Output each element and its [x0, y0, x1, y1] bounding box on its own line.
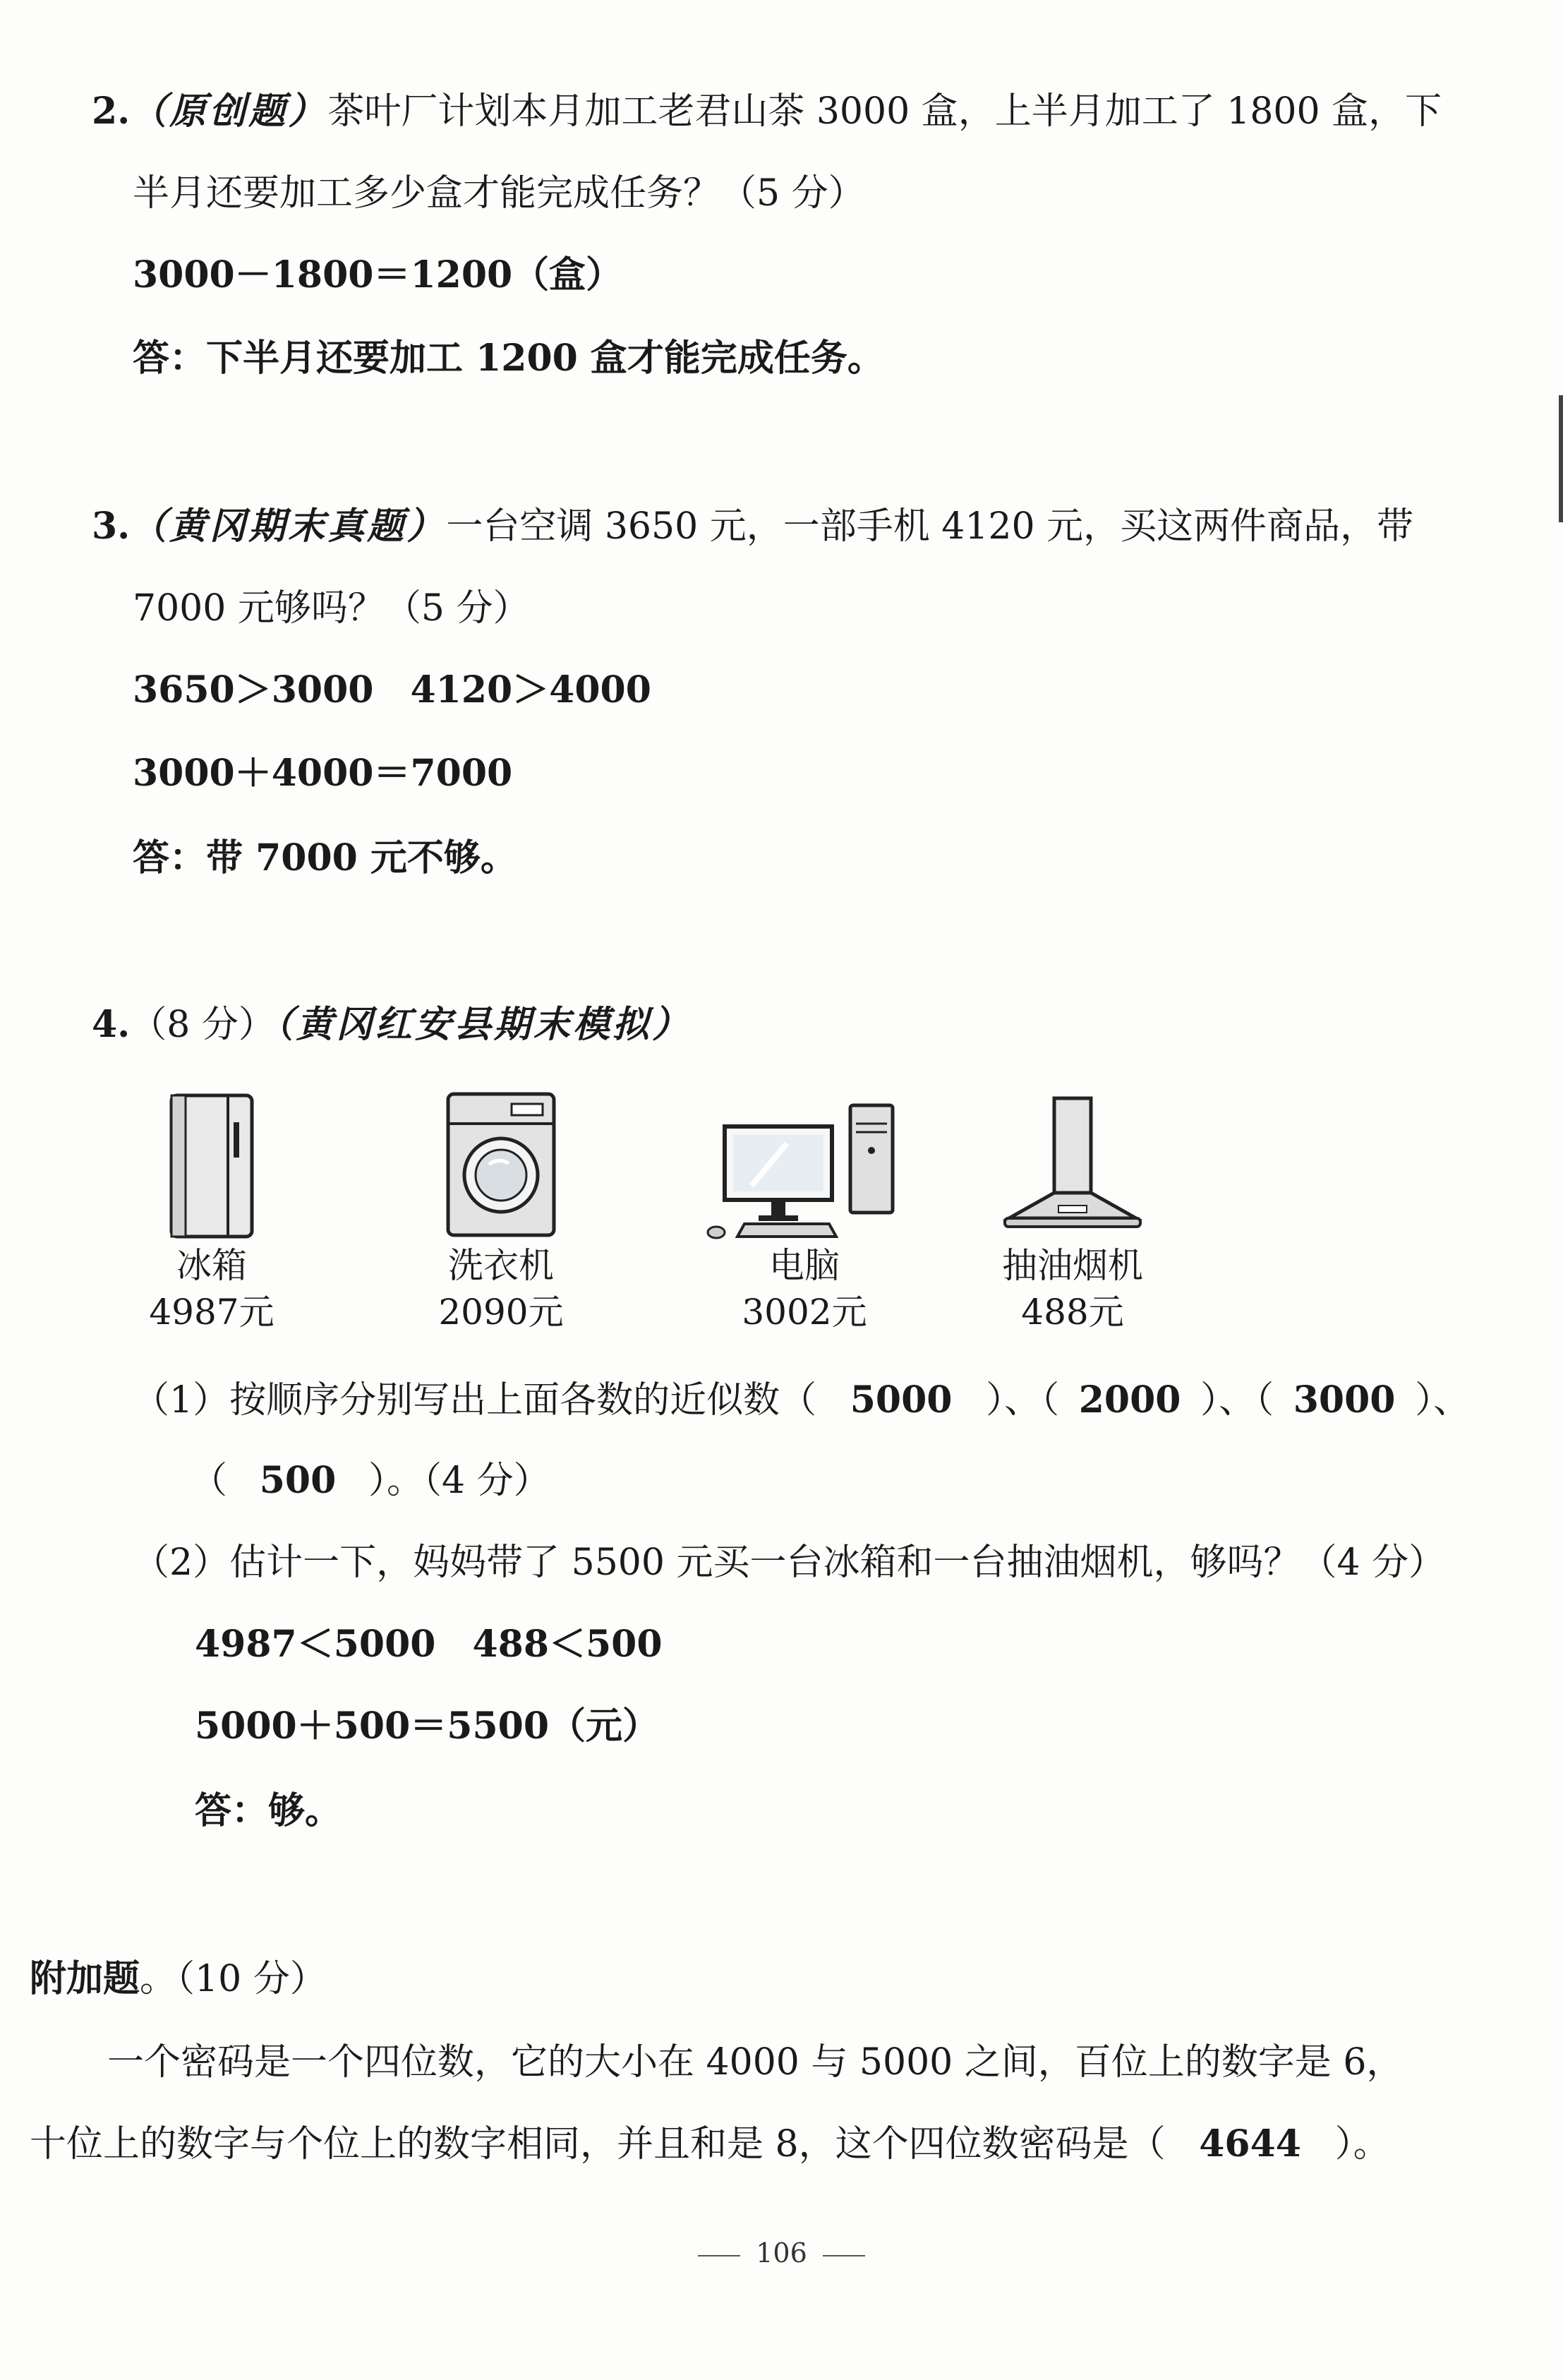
item-computer [699, 1087, 910, 1335]
bonus-answer: 4644 [1199, 2122, 1301, 2165]
q3-tag: （黄冈期末真题） [130, 505, 447, 548]
q2-text-2: 半月还要加工多少盒才能完成任务？（5 分） [133, 172, 865, 215]
item-fridge [134, 1087, 289, 1335]
q4-p1-sep-2: ）、（ [1200, 1379, 1274, 1422]
item-price: 2090元 [438, 1292, 564, 1333]
fridge-icon [159, 1087, 265, 1242]
q4-header [92, 1002, 692, 1047]
q2-line1 [92, 89, 1442, 134]
item-label: 洗衣机 [448, 1245, 554, 1286]
q4-p1-line2 [191, 1458, 550, 1503]
bonus-title: 附加题 [30, 1957, 140, 2000]
item-label: 抽油烟机 [1002, 1245, 1143, 1286]
computer-icon [702, 1087, 907, 1242]
q4-p1-end-1: ）、 [1415, 1379, 1471, 1422]
page-number-dash-right [823, 2255, 865, 2256]
q4-p2-text: （2）估计一下，妈妈带了 5500 元买一台冰箱和一台抽油烟机，够吗？（4 分） [133, 1541, 1446, 1584]
bonus-header [30, 1957, 327, 2002]
bonus-line2 [30, 2122, 1390, 2167]
q2-number: 2. [92, 90, 131, 133]
q4-p1-answer-3: 3000 [1293, 1378, 1396, 1422]
bonus-text-2: 十位上的数字与个位上的数字相同，并且和是 8，这个四位数密码是（ [30, 2123, 1166, 2165]
q4-p1-answer-4: 500 [259, 1459, 337, 1502]
washing-machine-icon [441, 1087, 561, 1242]
q4-number: 4. [92, 1003, 131, 1046]
item-washing-machine [423, 1087, 579, 1335]
page-number-dash-left [698, 2255, 740, 2256]
q3-number: 3. [92, 505, 131, 548]
q3-answer: 答：带 7000 元不够。 [133, 836, 517, 879]
item-label: 冰箱 [176, 1245, 247, 1286]
page-number-text: 106 [756, 2237, 807, 2268]
q4-p2-answer: 答：够。 [195, 1789, 342, 1832]
item-price: 3002元 [742, 1292, 867, 1333]
q2-calc: 3000－1800＝1200（盒） [133, 253, 623, 296]
page-number [0, 2237, 1563, 2268]
item-label: 电脑 [769, 1245, 840, 1286]
q4-p2-calc-1: 4987＜5000 488＜500 [195, 1623, 663, 1666]
q3-calc-2: 3000＋4000＝7000 [133, 752, 513, 795]
item-range-hood [988, 1087, 1157, 1335]
bonus-line1: 一个密码是一个四位数，它的大小在 4000 与 5000 之间，百位上的数字是 6， [107, 2041, 1404, 2084]
bonus-end: ）。 [1334, 2123, 1390, 2165]
q2-text-1: 茶叶厂计划本月加工老君山茶 3000 盒，上半月加工了 1800 盒，下 [327, 90, 1442, 133]
q3-line1 [92, 504, 1413, 549]
q4-p1-sep-1: ）、（ [986, 1379, 1060, 1422]
q3-calc-1: 3650＞3000 4120＞4000 [133, 668, 651, 711]
q4-p1-answer-2: 2000 [1078, 1378, 1181, 1422]
q4-p1-line1 [133, 1378, 1470, 1423]
q4-p2-calc-2: 5000＋500＝5500（元） [195, 1705, 659, 1748]
q2-tag: （原创题） [130, 90, 328, 133]
q4-score: （8 分） [130, 1004, 275, 1046]
q3-text-2: 7000 元够吗？（5 分） [133, 587, 530, 630]
item-price: 4987元 [149, 1292, 274, 1333]
q2-answer: 答：下半月还要加工 1200 盒才能完成任务。 [133, 337, 884, 380]
bonus-score: 。（10 分） [140, 1958, 327, 2000]
item-price: 488元 [1021, 1292, 1124, 1333]
q4-tag: （黄冈红安县期末模拟） [274, 1003, 692, 1046]
range-hood-icon [988, 1087, 1157, 1242]
page-edge-mark [1559, 395, 1563, 522]
q4-p1-end-2: ）。（4 分） [368, 1460, 550, 1502]
q4-p1-answer-1: 5000 [850, 1378, 953, 1422]
q3-text-1: 一台空调 3650 元，一部手机 4120 元，买这两件商品，带 [446, 505, 1414, 548]
q4-p1-open-2: （ [191, 1460, 228, 1502]
q4-p1-text: （1）按顺序分别写出上面各数的近似数（ [133, 1379, 817, 1422]
